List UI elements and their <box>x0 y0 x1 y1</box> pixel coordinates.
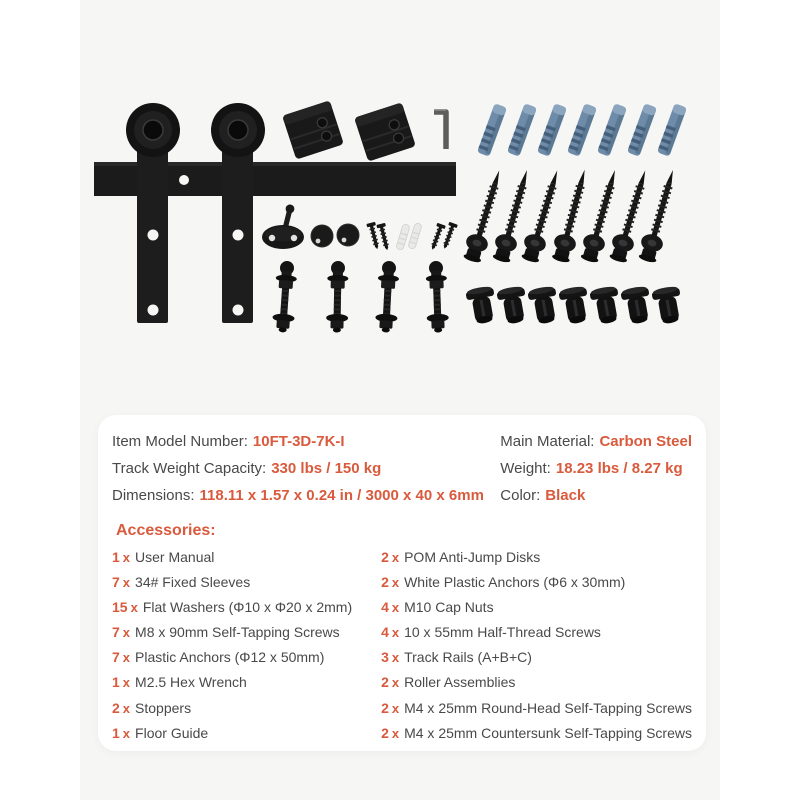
item-label: 34# Fixed Sleeves <box>135 574 251 591</box>
item-label: White Plastic Anchors (Φ6 x 30mm) <box>404 574 626 591</box>
item-label: Track Rails (A+B+C) <box>404 649 532 666</box>
spec-weight-capacity <box>112 455 500 482</box>
item-label: Roller Assemblies <box>404 674 516 691</box>
item-x: x <box>391 575 400 591</box>
spec-label: Dimensions: <box>112 487 195 504</box>
item-x: x <box>122 725 131 741</box>
item-label: M4 x 25mm Countersunk Self-Tapping Screws <box>404 724 692 741</box>
list-item <box>112 570 381 595</box>
item-x: x <box>130 600 138 616</box>
accessories-column-right <box>381 545 692 746</box>
spec-value: 118.11 x 1.57 x 0.24 in / 3000 x 40 x 6mm <box>199 487 484 504</box>
list-item <box>112 620 381 645</box>
roller-assembly-graphic <box>126 103 180 323</box>
accessories-section <box>112 545 692 746</box>
spec-weight <box>500 455 692 482</box>
item-x: x <box>391 550 400 565</box>
accessories-column-left <box>112 545 381 746</box>
roller-assembly-graphic <box>211 103 265 323</box>
list-item <box>381 696 692 721</box>
item-qty: 1 <box>112 674 120 691</box>
spec-label: Item Model Number: <box>112 433 248 450</box>
item-label: Flat Washers (Φ10 x Φ20 x 2mm) <box>142 599 353 616</box>
spec-value: 18.23 lbs / 8.27 kg <box>555 460 683 477</box>
item-label: M2.5 Hex Wrench <box>135 674 247 691</box>
item-label: User Manual <box>135 549 215 565</box>
item-qty: 4 <box>381 624 389 641</box>
item-qty: 7 <box>112 649 120 666</box>
item-x: x <box>122 550 131 565</box>
spec-column-right <box>500 428 692 509</box>
spec-label: Weight: <box>500 460 551 477</box>
spec-material <box>500 428 692 455</box>
item-label: M4 x 25mm Round-Head Self-Tapping Screws <box>404 699 692 716</box>
list-item <box>381 620 692 645</box>
item-qty: 15 <box>112 599 128 616</box>
item-x: x <box>391 650 400 666</box>
list-item <box>381 545 692 570</box>
item-qty: 2 <box>381 699 389 716</box>
white-anchors-graphic <box>396 223 422 251</box>
list-item <box>112 545 381 570</box>
fixed-sleeves-graphic <box>465 285 685 325</box>
spec-column-left <box>112 428 500 509</box>
item-x: x <box>122 675 131 691</box>
list-item <box>381 670 692 695</box>
spec-model-number <box>112 428 500 455</box>
spec-value: 10FT-3D-7K-I <box>252 433 345 450</box>
item-x: x <box>122 650 131 666</box>
item-qty: 4 <box>381 599 389 616</box>
item-x: x <box>391 600 400 616</box>
anti-jump-disks-graphic <box>311 224 359 247</box>
self-tapping-screws-graphic <box>461 167 684 265</box>
accessories-heading: Accessories: <box>116 522 216 539</box>
spec-dimensions <box>112 482 500 509</box>
item-label: Floor Guide <box>135 724 209 741</box>
list-item <box>112 721 381 746</box>
item-x: x <box>391 625 400 641</box>
item-x: x <box>391 725 400 741</box>
item-qty: 7 <box>112 574 120 591</box>
item-x: x <box>391 675 400 691</box>
spec-value: 330 lbs / 150 kg <box>271 460 382 477</box>
spec-section <box>112 428 692 509</box>
item-qty: 2 <box>112 699 120 716</box>
list-item <box>112 696 381 721</box>
list-item <box>381 570 692 595</box>
hex-wrench-graphic <box>434 110 446 149</box>
spec-label: Main Material: <box>500 433 595 450</box>
list-item <box>381 721 692 746</box>
list-item <box>381 645 692 670</box>
stopper-graphic <box>282 100 416 161</box>
item-x: x <box>122 700 131 716</box>
spec-label: Track Weight Capacity: <box>112 460 267 477</box>
item-label: M10 Cap Nuts <box>404 599 494 616</box>
item-x: x <box>122 625 131 641</box>
spec-color <box>500 482 692 509</box>
floor-guide-graphic <box>262 204 304 249</box>
item-x: x <box>391 700 400 716</box>
item-qty: 2 <box>381 574 389 591</box>
spec-value: Black <box>545 487 586 504</box>
product-photo <box>80 0 720 410</box>
list-item <box>112 645 381 670</box>
item-qty: 3 <box>381 649 389 666</box>
list-item <box>112 595 381 620</box>
item-qty: 2 <box>381 549 389 565</box>
item-label: POM Anti-Jump Disks <box>404 549 541 565</box>
item-qty: 1 <box>112 549 120 565</box>
item-label: M8 x 90mm Self-Tapping Screws <box>135 624 340 641</box>
spec-value: Carbon Steel <box>599 433 692 450</box>
bolt-assemblies-graphic <box>272 260 450 333</box>
item-label: Stoppers <box>135 699 192 716</box>
list-item <box>112 670 381 695</box>
product-spec-card <box>98 415 706 751</box>
item-qty: 1 <box>112 724 120 741</box>
content-column <box>80 0 720 800</box>
blue-anchors-graphic <box>477 103 687 156</box>
list-item <box>381 595 692 620</box>
spec-label: Color: <box>500 487 541 504</box>
item-x: x <box>122 575 131 591</box>
item-qty: 2 <box>381 724 389 741</box>
item-qty: 7 <box>112 624 120 641</box>
item-qty: 2 <box>381 674 389 691</box>
item-label: 10 x 55mm Half-Thread Screws <box>404 624 601 641</box>
item-label: Plastic Anchors (Φ12 x 50mm) <box>135 649 325 666</box>
